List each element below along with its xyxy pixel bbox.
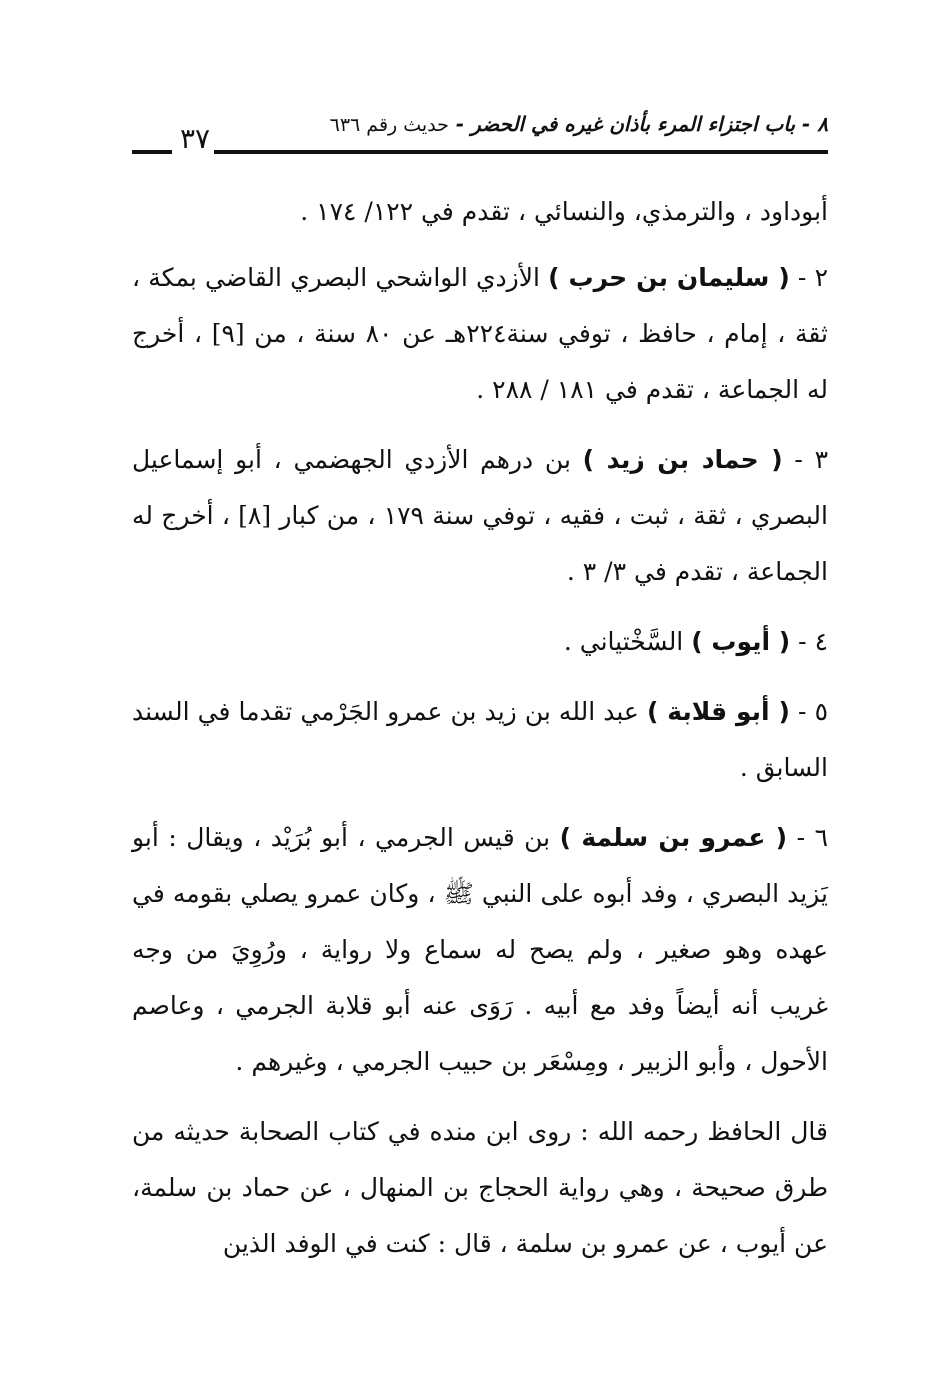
page-body <box>132 184 828 1286</box>
entry-number: ٤ - <box>790 627 828 656</box>
title-separator: - <box>448 112 472 136</box>
entry-text: عبد الله بن زيد بن عمرو الجَرْمي تقدما في السند السابق . <box>132 697 828 782</box>
entry-text: السَّخْتياني . <box>563 627 692 656</box>
running-title <box>330 112 828 136</box>
narrator-entry-5 <box>132 684 828 796</box>
narrator-name: ( أيوب ) <box>691 627 791 656</box>
narrator-name: ( حماد بن زيد ) <box>582 445 783 474</box>
hadith-reference: حديث رقم ٦٣٦ <box>329 114 449 136</box>
narrator-name: ( عمرو بن سلمة ) <box>559 823 788 852</box>
chapter-title: ٨ - باب اجتزاء المرء بأذان غيره في الحضر <box>471 112 828 136</box>
entry-number: ٦ - <box>787 823 828 852</box>
page-header <box>132 108 828 160</box>
entry-text: بن درهم الأزدي الجهضمي ، أبو إسماعيل البصري ، ثقة ، ثبت ، فقيه ، توفي سنة ١٧٩ ، من كبار [٨] ، أخرج له الجماعة ، تقدم في ٣/ ٣ . <box>132 445 829 586</box>
entry-number: ٥ - <box>789 697 828 726</box>
header-rule-short <box>132 150 172 154</box>
narrator-entry-2 <box>132 250 828 418</box>
commentary-paragraph <box>132 1104 828 1272</box>
paragraph-continuation <box>132 184 828 240</box>
narrator-name: ( سليمان بن حرب ) <box>548 263 790 292</box>
narrator-entry-6 <box>132 810 828 1090</box>
page-number: ٣٧ <box>180 122 211 155</box>
entry-number: ٣ - <box>782 445 829 474</box>
paragraph-text: قال الحافظ رحمه الله : روى ابن منده في كتاب الصحابة حديثه من طرق صحيحة ، وهي رواية الحجاج بن المنهال ، عن حماد بن سلمة، عن أيوب ، عن عمرو بن سلمة ، قال : كنت في الوفد الذين <box>132 1117 828 1258</box>
narrator-name: ( أبو قلابة ) <box>646 697 790 726</box>
entry-text: بن قيس الجرمي ، أبو بُرَيْد ، ويقال : أبو يَزيد البصري ، وفد أبوه على النبي ﷺ ، وكان عمرو يصلي بقومه في عهده وهو صغير ، ولم يصح له سماع ولا رواية ، ورُوِيَ من وجه غريب أنه أيضاً وفد مع أبيه . رَوَى عنه أبو قلابة الجرمي ، وعاصم الأحول ، وأبو الزبير ، ومِسْعَر بن حبيب الجرمي ، وغيرهم . <box>132 823 828 1076</box>
narrator-entry-3 <box>132 432 828 600</box>
entry-number: ٢ - <box>789 263 828 292</box>
paragraph-text: أبوداود ، والترمذي، والنسائي ، تقدم في ١٢٢/ ١٧٤ . <box>300 197 828 226</box>
header-rule <box>214 150 828 154</box>
narrator-entry-4 <box>132 614 828 670</box>
entry-text: الأزدي الواشحي البصري القاضي بمكة ، ثقة ، إمام ، حافظ ، توفي سنة٢٢٤هـ عن ٨٠ سنة ، من [٩] ، أخرج له الجماعة ، تقدم في ١٨١ / ٢٨٨ . <box>132 263 828 404</box>
